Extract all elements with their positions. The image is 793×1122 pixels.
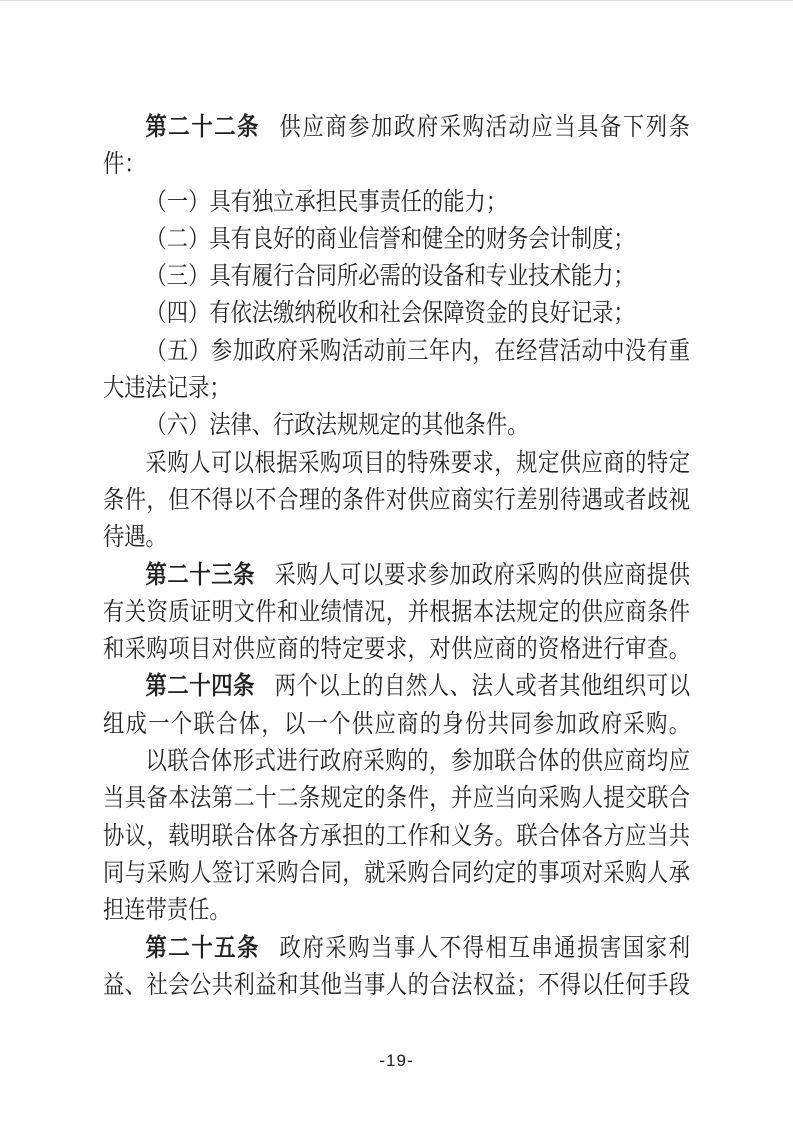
line-text: （六）法律、行政法规规定的其他条件。 (145, 412, 529, 440)
document-body (103, 109, 690, 1004)
text-line (103, 482, 690, 519)
line-text: 政府采购当事人不得相互串通损害国家利 (279, 934, 690, 962)
article-heading-line (103, 668, 690, 705)
text-line (103, 892, 690, 929)
text-line (103, 370, 690, 407)
line-text: 益、社会公共利益和其他当事人的合法权益；不得以任何手段 (103, 971, 690, 999)
line-text: 担连带责任。 (103, 897, 231, 925)
article-number: 第二十三条 (145, 561, 256, 589)
text-line (103, 519, 690, 556)
text-line (103, 146, 690, 183)
line-text: 协议，载明联合体各方承担的工作和义务。联合体各方应当共 (103, 822, 690, 850)
line-text: （四）有依法缴纳税收和社会保障资金的良好记录； (145, 300, 635, 328)
text-line (103, 295, 690, 332)
text-line (103, 631, 690, 668)
text-line (103, 221, 690, 258)
line-text: （二）具有良好的商业信誉和健全的财务会计制度； (145, 225, 635, 253)
text-line (103, 855, 690, 892)
line-text: 件： (103, 151, 146, 179)
text-line (103, 445, 690, 482)
line-text: 当具备本法第二十二条规定的条件，并应当向采购人提交联合 (103, 785, 690, 813)
line-text: 同与采购人签订采购合同，就采购合同约定的事项对采购人承 (103, 859, 690, 887)
text-line (103, 407, 690, 444)
text-line (103, 333, 690, 370)
line-text: 供应商参加政府采购活动应当具备下列条 (279, 114, 690, 141)
line-text: 组成一个联合体，以一个供应商的身份共同参加政府采购。 (103, 710, 690, 738)
page-top-edge (0, 0, 793, 1)
text-line (103, 184, 690, 221)
text-line (103, 706, 690, 743)
line-text: 采购人可以要求参加政府采购的供应商提供 (274, 561, 690, 589)
line-text: （五）参加政府采购活动前三年内，在经营活动中没有重 (145, 337, 690, 365)
text-line (103, 780, 690, 817)
line-text: 条件，但不得以不合理的条件对供应商实行差别待遇或者歧视 (103, 486, 690, 514)
line-text: 待遇。 (103, 524, 167, 552)
line-text: 和采购项目对供应商的特定要求，对供应商的资格进行审查。 (103, 636, 690, 664)
line-text: （三）具有履行合同所必需的设备和专业技术能力； (145, 263, 635, 291)
article-heading-line (103, 109, 690, 146)
article-heading-line (103, 557, 690, 594)
article-number: 第二十四条 (145, 673, 256, 701)
article-heading-line (103, 930, 690, 967)
article-number: 第二十二条 (145, 114, 260, 141)
line-text: 以联合体形式进行政府采购的，参加联合体的供应商均应 (145, 748, 690, 776)
line-text: （一）具有独立承担民事责任的能力； (145, 188, 508, 216)
text-line (103, 818, 690, 855)
line-text: 两个以上的自然人、法人或者其他组织可以 (274, 673, 690, 701)
line-text: 采购人可以根据采购项目的特殊要求，规定供应商的特定 (145, 449, 690, 477)
text-line (103, 967, 690, 1004)
text-line (103, 258, 690, 295)
line-text: 大违法记录； (103, 375, 231, 403)
article-number: 第二十五条 (145, 934, 260, 962)
text-line (103, 594, 690, 631)
line-text: 有关资质证明文件和业绩情况，并根据本法规定的供应商条件 (103, 598, 690, 626)
page-number: -19- (379, 1051, 414, 1070)
text-line (103, 743, 690, 780)
